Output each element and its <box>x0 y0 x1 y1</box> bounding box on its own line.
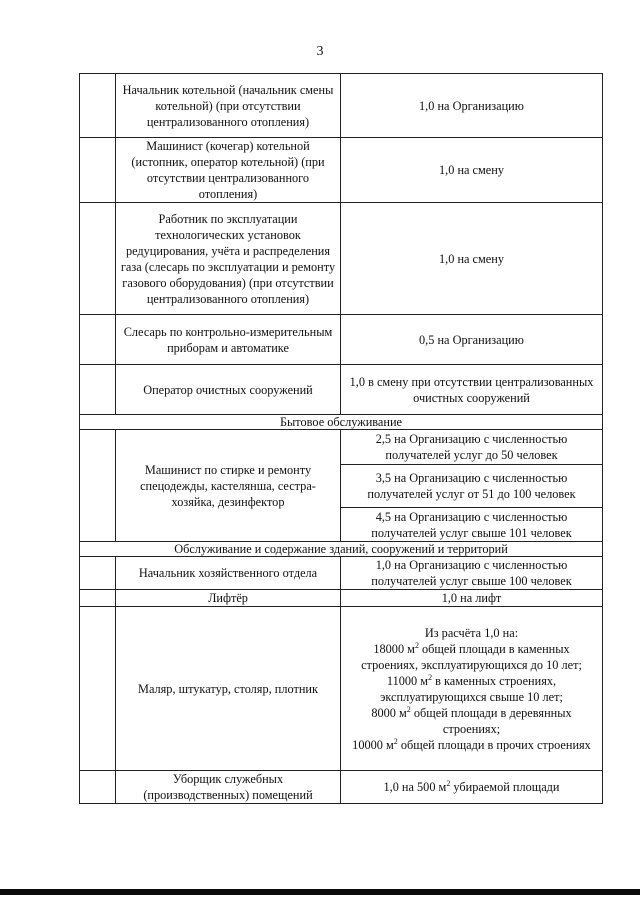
table-row <box>80 607 603 771</box>
norm-line: 8000 м <box>371 705 407 720</box>
norm-line: 18000 м <box>373 641 415 656</box>
norm-cell: 4,5 на Организацию с численностью получателей услуг свыше 101 человек <box>341 508 603 542</box>
staff-norms-table <box>79 73 603 804</box>
position-cell: Машинист по стирке и ремонту спецодежды, кастелянша, сестра-хозяйка, дезинфектор <box>116 430 341 542</box>
position-cell: Слесарь по контрольно-измерительным приборам и автоматике <box>116 315 341 365</box>
page-number: 3 <box>316 44 324 59</box>
norm-intro: Из расчёта 1,0 на: <box>424 625 519 640</box>
row-number-cell <box>80 315 116 365</box>
superscript: 2 <box>428 672 433 682</box>
norm-cell: 2,5 на Организацию с численностью получателей услуг до 50 человек <box>341 430 603 465</box>
norm-line: общей площади в деревянных строениях; <box>410 705 572 736</box>
section-title: Бытовое обслуживание <box>80 415 603 430</box>
position-cell: Машинист (кочегар) котельной (истопник, оператор котельной) (при отсутствии централизованного отопления) <box>116 138 341 203</box>
position-cell: Начальник котельной (начальник смены котельной) (при отсутствии централизованного отопления) <box>116 74 341 138</box>
table-row <box>80 365 603 415</box>
row-number-cell <box>80 138 116 203</box>
table-row <box>80 430 603 465</box>
table-row <box>80 771 603 804</box>
norm-cell: 0,5 на Организацию <box>341 315 603 365</box>
position-cell: Оператор очистных сооружений <box>116 365 341 415</box>
norm-cell: 1,0 в смену при отсутствии централизованных очистных сооружений <box>341 365 603 415</box>
superscript: 2 <box>446 778 451 788</box>
table-row <box>80 590 603 607</box>
row-number-cell <box>80 203 116 315</box>
row-number-cell <box>80 430 116 542</box>
norm-cell <box>341 771 603 804</box>
table-row <box>80 74 603 138</box>
norm-cell: 1,0 на Организацию <box>341 74 603 138</box>
norm-line: 11000 м <box>386 673 429 688</box>
table-row <box>80 315 603 365</box>
row-number-cell <box>80 74 116 138</box>
scan-edge-bar <box>0 889 640 895</box>
norm-line: общей площади в прочих строениях <box>397 737 591 752</box>
position-cell: Маляр, штукатур, столяр, плотник <box>116 607 341 771</box>
table-row <box>80 203 603 315</box>
position-cell: Работник по эксплуатации технологических установок редуцирования, учёта и распределения газа (слесарь по эксплуатации и ремонту газового оборудования) (при отсутствии централизованного отопления) <box>116 203 341 315</box>
superscript: 2 <box>406 704 411 714</box>
norm-cell: 1,0 на лифт <box>341 590 603 607</box>
norm-line: 10000 м <box>352 737 394 752</box>
norm-line: общей площади в каменных строениях, эксплуатирующихся до 10 лет; <box>361 641 582 672</box>
row-number-cell <box>80 557 116 590</box>
position-cell: Уборщик служебных (производственных) помещений <box>116 771 341 804</box>
superscript: 2 <box>393 736 398 746</box>
norm-line: в каменных строениях, эксплуатирующихся свыше 10 лет; <box>380 673 563 704</box>
position-cell: Начальник хозяйственного отдела <box>116 557 341 590</box>
table-row <box>80 557 603 590</box>
norm-line: 1,0 на 500 м <box>383 780 447 794</box>
norm-cell: 3,5 на Организацию с численностью получателей услуг от 51 до 100 человек <box>341 465 603 508</box>
section-header-row <box>80 542 603 557</box>
table-row <box>80 138 603 203</box>
section-title: Обслуживание и содержание зданий, сооружений и территорий <box>80 542 603 557</box>
row-number-cell <box>80 771 116 804</box>
norm-cell: 1,0 на Организацию с численностью получателей услуг свыше 100 человек <box>341 557 603 590</box>
section-header-row <box>80 415 603 430</box>
row-number-cell <box>80 365 116 415</box>
row-number-cell <box>80 607 116 771</box>
norm-line: убираемой площади <box>450 780 560 794</box>
norm-cell: 1,0 на смену <box>341 203 603 315</box>
position-cell: Лифтёр <box>116 590 341 607</box>
norm-cell <box>341 607 603 771</box>
superscript: 2 <box>414 640 419 650</box>
norm-cell: 1,0 на смену <box>341 138 603 203</box>
row-number-cell <box>80 590 116 607</box>
